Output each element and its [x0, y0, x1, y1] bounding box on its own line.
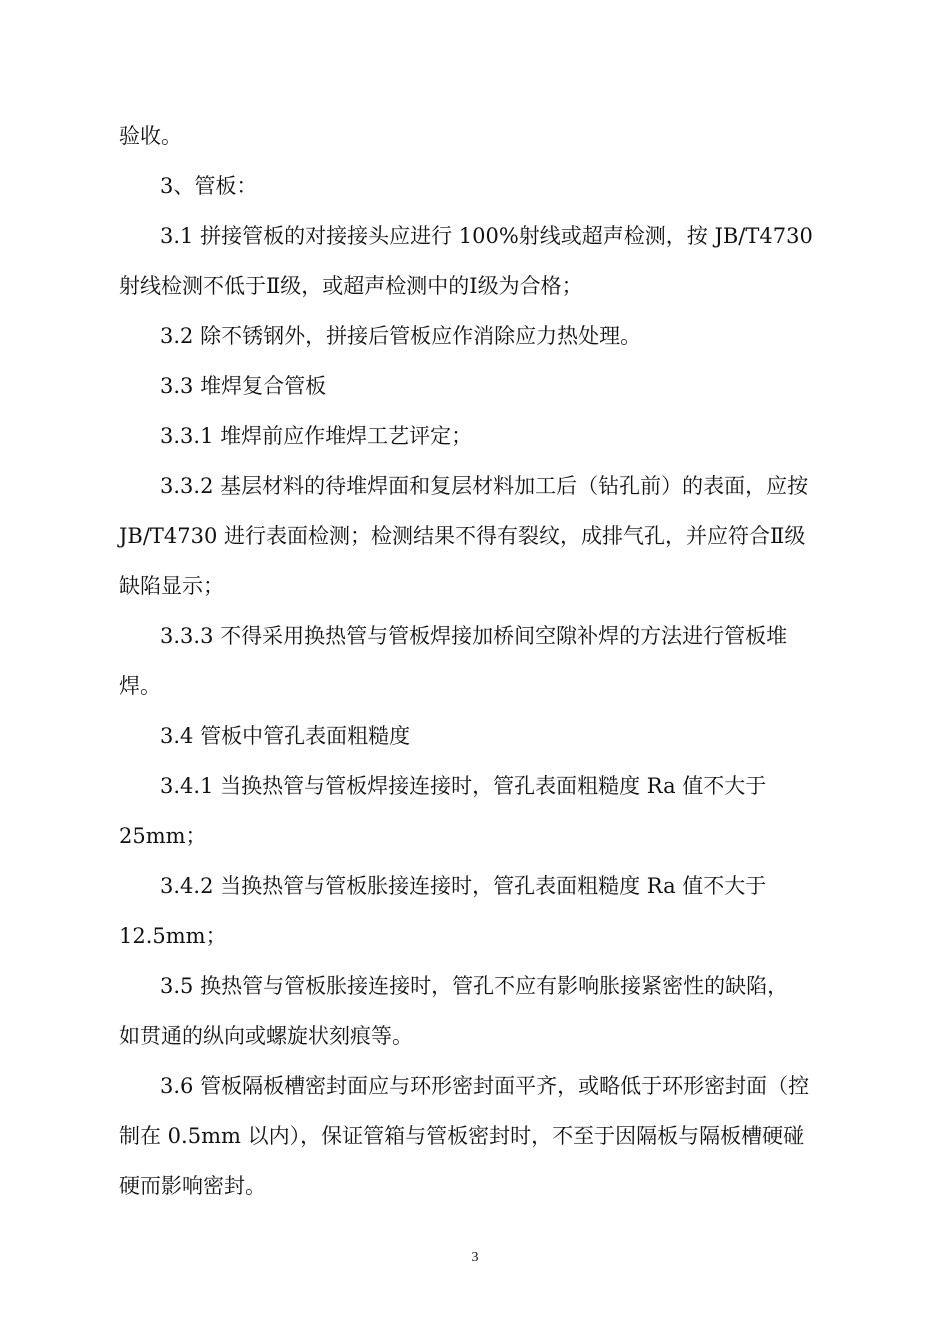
paragraph-line: 3.5 换热管与管板胀接连接时，管孔不应有影响胀接紧密性的缺陷，: [160, 974, 789, 998]
paragraph-line: 3.2 除不锈钢外，拼接后管板应作消除应力热处理。: [160, 324, 642, 348]
subsection-heading: 3.4 管板中管孔表面粗糙度: [160, 724, 411, 748]
paragraph-line: 如贯通的纵向或螺旋状刻痕等。: [119, 1024, 413, 1048]
paragraph-line: 3.4.1 当换热管与管板焊接连接时，管孔表面粗糙度 Ra 值不大于: [160, 774, 767, 798]
paragraph-line: 硬而影响密封。: [119, 1174, 266, 1198]
paragraph-line: 3.3.1 堆焊前应作堆焊工艺评定；: [160, 424, 473, 448]
paragraph-line: 12.5mm；: [119, 924, 227, 948]
subsection-heading: 3.3 堆焊复合管板: [160, 374, 327, 398]
page-number: 3: [471, 1250, 479, 1265]
paragraph-line: JB/T4730 进行表面检测；检测结果不得有裂纹，成排气孔，并应符合Ⅱ级: [119, 524, 806, 548]
paragraph-line: 3.3.3 不得采用换热管与管板焊接加桥间空隙补焊的方法进行管板堆: [160, 624, 788, 648]
paragraph-line: 25mm；: [119, 824, 207, 848]
paragraph-line: 制在 0.5mm 以内），保证管箱与管板密封时，不至于因隔板与隔板槽硬碰: [119, 1124, 805, 1148]
paragraph-line: 3.1 拼接管板的对接接头应进行 100%射线或超声检测，按 JB/T4730: [160, 224, 813, 248]
paragraph-line: 3.6 管板隔板槽密封面应与环形密封面平齐，或略低于环形密封面（控: [160, 1074, 810, 1098]
paragraph-line: 缺陷显示；: [119, 574, 224, 598]
paragraph-line: 3.4.2 当换热管与管板胀接连接时，管孔表面粗糙度 Ra 值不大于: [160, 874, 767, 898]
paragraph-line: 验收。: [119, 124, 182, 148]
paragraph-line: 射线检测不低于Ⅱ级，或超声检测中的Ⅰ级为合格；: [119, 274, 583, 298]
paragraph-line: 焊。: [119, 674, 161, 698]
paragraph-line: 3.3.2 基层材料的待堆焊面和复层材料加工后（钻孔前）的表面，应按: [160, 474, 809, 498]
section-heading: 3、管板：: [160, 174, 258, 198]
